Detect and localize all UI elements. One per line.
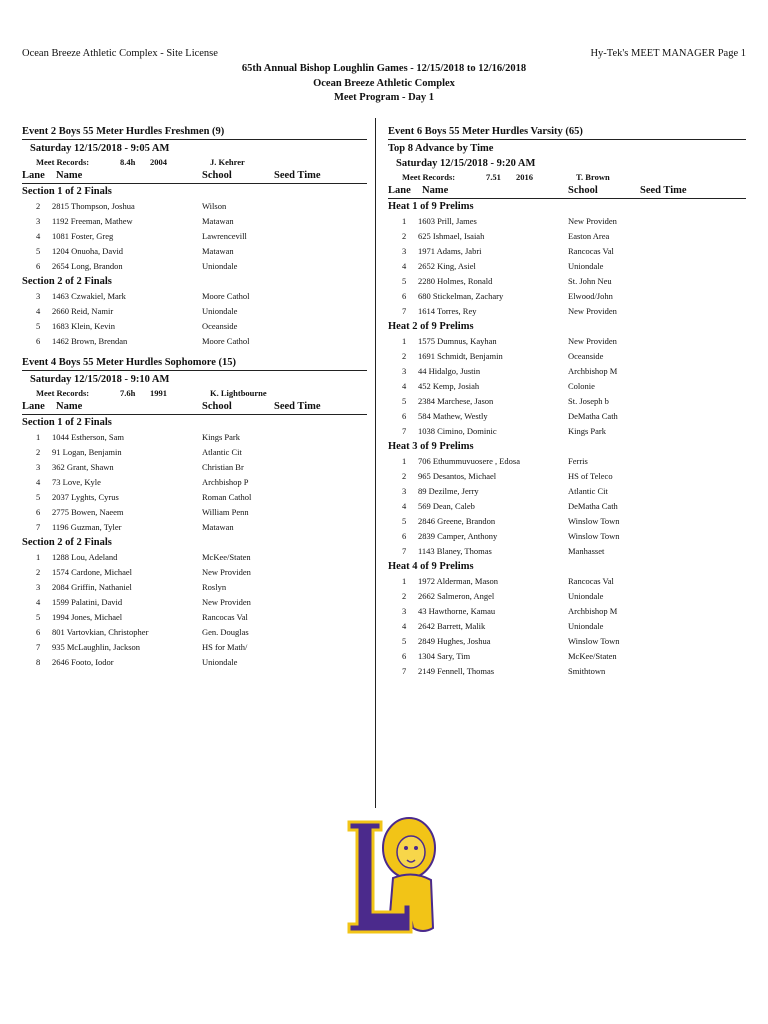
record-time: 7.51 bbox=[486, 172, 501, 182]
entry-row bbox=[388, 214, 746, 229]
school-name: Manhasset bbox=[568, 546, 605, 556]
entry-row bbox=[388, 274, 746, 289]
meet-records-label: Meet Records: bbox=[402, 172, 456, 182]
lane-number: 3 bbox=[402, 366, 407, 376]
entry-row bbox=[22, 595, 367, 610]
event-rule bbox=[22, 139, 367, 140]
school-name: Archbishop M bbox=[568, 366, 618, 376]
athlete-name: 1691 Schmidt, Benjamin bbox=[418, 351, 503, 361]
program-title: Meet Program - Day 1 bbox=[333, 92, 435, 104]
lane-number: 5 bbox=[36, 492, 41, 502]
section-heading: Heat 4 of 9 Prelims bbox=[388, 561, 474, 572]
athlete-name: 1288 Lou, Adeland bbox=[52, 552, 118, 562]
entry-row bbox=[22, 244, 367, 259]
school-name: Uniondale bbox=[568, 261, 604, 271]
school-name: Uniondale bbox=[202, 261, 238, 271]
lane-number: 2 bbox=[36, 201, 41, 211]
athlete-name: 2646 Footo, Iodor bbox=[52, 657, 114, 667]
section-heading: Heat 2 of 9 Prelims bbox=[388, 321, 474, 332]
athlete-name: 2652 King, Asiel bbox=[418, 261, 476, 271]
lane-number: 5 bbox=[36, 321, 41, 331]
col-name: Name bbox=[422, 185, 449, 196]
athlete-name: 2084 Griffin, Nathaniel bbox=[52, 582, 132, 592]
entry-row bbox=[22, 289, 367, 304]
school-name: Kings Park bbox=[202, 432, 241, 442]
athlete-name: 2849 Hughes, Joshua bbox=[418, 636, 491, 646]
school-name: Uniondale bbox=[568, 591, 604, 601]
entry-row bbox=[388, 349, 746, 364]
athlete-name: 1038 Cimino, Dominic bbox=[418, 426, 497, 436]
school-name: New Providen bbox=[568, 306, 617, 316]
software-page-label: Hy-Tek's MEET MANAGER Page 1 bbox=[590, 48, 746, 59]
record-year: 1991 bbox=[150, 388, 167, 398]
entry-row bbox=[22, 580, 367, 595]
athlete-name: 1204 Onuoha, David bbox=[52, 246, 124, 256]
venue-title: Ocean Breeze Athletic Complex bbox=[313, 77, 455, 89]
lane-number: 1 bbox=[402, 576, 407, 586]
athlete-name: 2280 Holmes, Ronald bbox=[418, 276, 493, 286]
meet-titles bbox=[0, 62, 768, 106]
section-heading: Section 1 of 2 Finals bbox=[22, 186, 112, 197]
meet-title: 65th Annual Bishop Loughlin Games - 12/15/2018 to 12/16/2018 bbox=[241, 63, 527, 74]
lane-number: 1 bbox=[402, 336, 407, 346]
col-school: School bbox=[202, 170, 232, 181]
event-block bbox=[22, 124, 367, 355]
school-name: Oceanside bbox=[202, 321, 238, 331]
school-name: Moore Cathol bbox=[202, 291, 250, 301]
school-name: Smithtown bbox=[568, 666, 606, 676]
lane-number: 7 bbox=[36, 522, 41, 532]
event-datetime: Saturday 12/15/2018 - 9:05 AM bbox=[30, 143, 170, 154]
school-name: DeMatha Cath bbox=[568, 501, 618, 511]
lane-number: 5 bbox=[402, 396, 407, 406]
lane-number: 4 bbox=[36, 306, 41, 316]
entry-row bbox=[388, 289, 746, 304]
school-name: St. John Neu bbox=[568, 276, 612, 286]
entry-row bbox=[388, 394, 746, 409]
lane-number: 1 bbox=[402, 456, 407, 466]
record-holder: T. Brown bbox=[576, 172, 610, 182]
school-name: Rancocas Val bbox=[568, 246, 614, 256]
school-name: Gen. Douglas bbox=[202, 627, 249, 637]
school-name: Christian Br bbox=[202, 462, 244, 472]
school-name: Lawrencevill bbox=[202, 231, 247, 241]
event-gap bbox=[388, 679, 746, 685]
lane-number: 1 bbox=[36, 552, 41, 562]
col-seed: Seed Time bbox=[640, 185, 687, 196]
lane-number: 3 bbox=[36, 291, 41, 301]
athlete-name: 2654 Long, Brandon bbox=[52, 261, 123, 271]
entry-row bbox=[388, 649, 746, 664]
col-seed: Seed Time bbox=[274, 401, 321, 412]
lane-number: 5 bbox=[36, 246, 41, 256]
school-name: Uniondale bbox=[202, 306, 238, 316]
meet-records-line bbox=[22, 156, 367, 169]
col-school: School bbox=[568, 185, 598, 196]
lane-number: 3 bbox=[402, 246, 407, 256]
school-name: Uniondale bbox=[568, 621, 604, 631]
col-lane: Lane bbox=[388, 185, 411, 196]
entry-row bbox=[388, 574, 746, 589]
lane-number: 3 bbox=[402, 606, 407, 616]
site-license: Ocean Breeze Athletic Complex - Site License bbox=[22, 48, 218, 59]
lane-number: 4 bbox=[402, 261, 407, 271]
record-year: 2004 bbox=[150, 157, 167, 167]
athlete-name: 625 Ishmael, Isaiah bbox=[418, 231, 485, 241]
event-gap bbox=[22, 670, 367, 676]
lane-number: 3 bbox=[36, 216, 41, 226]
meet-records-label: Meet Records: bbox=[36, 388, 90, 398]
athlete-name: 2775 Bowen, Naeem bbox=[52, 507, 124, 517]
entry-row bbox=[22, 520, 367, 535]
school-name: Uniondale bbox=[202, 657, 238, 667]
section-heading: Section 1 of 2 Finals bbox=[22, 417, 112, 428]
athlete-name: 1575 Dumnus, Kayhan bbox=[418, 336, 497, 346]
lane-number: 6 bbox=[36, 336, 41, 346]
entry-row bbox=[388, 229, 746, 244]
entry-row bbox=[22, 430, 367, 445]
school-name: St. Joseph b bbox=[568, 396, 609, 406]
lane-number: 7 bbox=[36, 642, 41, 652]
entry-row bbox=[22, 655, 367, 670]
col-lane: Lane bbox=[22, 401, 45, 412]
event-rule bbox=[388, 139, 746, 140]
entry-row bbox=[22, 199, 367, 214]
school-name: New Providen bbox=[568, 336, 617, 346]
lane-number: 6 bbox=[36, 507, 41, 517]
section-heading: Heat 3 of 9 Prelims bbox=[388, 441, 474, 452]
athlete-name: 2839 Camper, Anthony bbox=[418, 531, 498, 541]
athlete-name: 1683 Klein, Kevin bbox=[52, 321, 116, 331]
entry-row bbox=[22, 625, 367, 640]
athlete-name: 2037 Lyghts, Cyrus bbox=[52, 492, 119, 502]
school-name: HS of Teleco bbox=[568, 471, 613, 481]
entry-row bbox=[388, 379, 746, 394]
entry-row bbox=[388, 409, 746, 424]
athlete-name: 43 Hawthorne, Kamau bbox=[418, 606, 496, 616]
school-name: Elwood/John bbox=[568, 291, 613, 301]
lane-number: 6 bbox=[402, 291, 407, 301]
athlete-name: 680 Stickelman, Zachary bbox=[418, 291, 504, 301]
entry-row bbox=[388, 664, 746, 679]
entry-row bbox=[22, 565, 367, 580]
athlete-name: 1614 Torres, Rey bbox=[418, 306, 477, 316]
athlete-name: 584 Mathew, Westly bbox=[418, 411, 488, 421]
right-column bbox=[388, 124, 746, 685]
event-datetime: Saturday 12/15/2018 - 9:20 AM bbox=[396, 158, 536, 169]
school-name: Matawan bbox=[202, 216, 234, 226]
meet-records-label: Meet Records: bbox=[36, 157, 90, 167]
entry-row bbox=[22, 334, 367, 349]
col-name: Name bbox=[56, 401, 83, 412]
lane-number: 4 bbox=[402, 621, 407, 631]
column-divider bbox=[375, 118, 376, 808]
event-title: Event 4 Boys 55 Meter Hurdles Sophomore (15) bbox=[22, 357, 236, 368]
school-name: DeMatha Cath bbox=[568, 411, 618, 421]
lane-number: 2 bbox=[36, 447, 41, 457]
school-name: Kings Park bbox=[568, 426, 607, 436]
lane-number: 6 bbox=[402, 531, 407, 541]
entry-row bbox=[388, 544, 746, 559]
athlete-name: 706 Ethummuvuosere , Edosa bbox=[418, 456, 520, 466]
entry-row bbox=[22, 640, 367, 655]
record-time: 7.6h bbox=[120, 388, 136, 398]
event-block bbox=[388, 124, 746, 685]
athlete-name: 1081 Foster, Greg bbox=[52, 231, 114, 241]
school-name: William Penn bbox=[202, 507, 249, 517]
column-header-row bbox=[22, 169, 367, 184]
entry-row bbox=[22, 550, 367, 565]
school-name: Oceanside bbox=[568, 351, 604, 361]
school-name: Roman Cathol bbox=[202, 492, 252, 502]
section-heading: Section 2 of 2 Finals bbox=[22, 276, 112, 287]
record-time: 8.4h bbox=[120, 157, 136, 167]
lane-number: 7 bbox=[402, 546, 407, 556]
entry-row bbox=[388, 244, 746, 259]
school-name: Archbishop P bbox=[202, 477, 249, 487]
entry-row bbox=[22, 475, 367, 490]
lane-number: 2 bbox=[402, 471, 407, 481]
athlete-name: 2384 Marchese, Jason bbox=[418, 396, 494, 406]
athlete-name: 1143 Blaney, Thomas bbox=[418, 546, 492, 556]
athlete-name: 452 Kemp, Josiah bbox=[418, 381, 480, 391]
school-name: Winslow Town bbox=[568, 636, 620, 646]
entry-row bbox=[22, 505, 367, 520]
col-name: Name bbox=[56, 170, 83, 181]
entry-row bbox=[388, 619, 746, 634]
meet-records-line bbox=[388, 171, 746, 184]
school-name: HS for Math/ bbox=[202, 642, 248, 652]
athlete-name: 1462 Brown, Brendan bbox=[52, 336, 128, 346]
school-name: Matawan bbox=[202, 246, 234, 256]
event-title: Event 2 Boys 55 Meter Hurdles Freshmen (9) bbox=[22, 126, 225, 137]
lane-number: 4 bbox=[402, 501, 407, 511]
entry-row bbox=[388, 469, 746, 484]
entry-row bbox=[22, 304, 367, 319]
school-name: Atlantic Cit bbox=[202, 447, 242, 457]
athlete-name: 2660 Reid, Namir bbox=[52, 306, 114, 316]
athlete-name: 1304 Sary, Tim bbox=[418, 651, 471, 661]
lane-number: 6 bbox=[402, 651, 407, 661]
left-column bbox=[22, 124, 367, 676]
lane-number: 7 bbox=[402, 306, 407, 316]
column-header-row bbox=[388, 184, 746, 199]
entry-row bbox=[22, 229, 367, 244]
athlete-name: 89 Dezilme, Jerry bbox=[418, 486, 479, 496]
lane-number: 7 bbox=[402, 666, 407, 676]
athlete-name: 1196 Guzman, Tyler bbox=[52, 522, 122, 532]
lane-number: 5 bbox=[402, 516, 407, 526]
column-header-row bbox=[22, 400, 367, 415]
athlete-name: 1044 Estherson, Sam bbox=[52, 432, 125, 442]
school-name: Rancocas Val bbox=[202, 612, 248, 622]
entry-row bbox=[388, 514, 746, 529]
entry-row bbox=[388, 634, 746, 649]
school-name: New Providen bbox=[202, 597, 251, 607]
loughlin-lion-logo bbox=[343, 808, 441, 948]
school-name: Rancocas Val bbox=[568, 576, 614, 586]
athlete-name: 44 Hidalgo, Justin bbox=[418, 366, 481, 376]
lane-number: 3 bbox=[36, 462, 41, 472]
event-datetime: Saturday 12/15/2018 - 9:10 AM bbox=[30, 374, 170, 385]
lane-number: 4 bbox=[36, 597, 41, 607]
athlete-name: 1603 Prill, James bbox=[418, 216, 477, 226]
entry-row bbox=[22, 460, 367, 475]
entry-row bbox=[388, 259, 746, 274]
entry-row bbox=[388, 304, 746, 319]
athlete-name: 1972 Alderman, Mason bbox=[418, 576, 499, 586]
athlete-name: 2662 Salmeron, Angel bbox=[418, 591, 495, 601]
entry-row bbox=[22, 259, 367, 274]
entry-row bbox=[22, 445, 367, 460]
school-name: Winslow Town bbox=[568, 516, 620, 526]
event-rule bbox=[22, 370, 367, 371]
lane-number: 2 bbox=[36, 567, 41, 577]
lane-number: 5 bbox=[402, 276, 407, 286]
lane-number: 4 bbox=[402, 381, 407, 391]
athlete-name: 362 Grant, Shawn bbox=[52, 462, 114, 472]
lane-number: 1 bbox=[402, 216, 407, 226]
lane-number: 4 bbox=[36, 477, 41, 487]
school-name: New Providen bbox=[202, 567, 251, 577]
lane-number: 5 bbox=[402, 636, 407, 646]
athlete-name: 801 Vartovkian, Christopher bbox=[52, 627, 149, 637]
lane-number: 2 bbox=[402, 231, 407, 241]
athlete-name: 1971 Adams, Jabri bbox=[418, 246, 482, 256]
lane-number: 1 bbox=[36, 432, 41, 442]
entry-row bbox=[388, 424, 746, 439]
col-lane: Lane bbox=[22, 170, 45, 181]
lane-number: 6 bbox=[36, 261, 41, 271]
athlete-name: 2846 Greene, Brandon bbox=[418, 516, 496, 526]
athlete-name: 1574 Cardone, Michael bbox=[52, 567, 133, 577]
school-name: Easton Area bbox=[568, 231, 610, 241]
entry-row bbox=[22, 610, 367, 625]
school-name: Moore Cathol bbox=[202, 336, 250, 346]
school-name: Roslyn bbox=[202, 582, 227, 592]
entry-row bbox=[22, 214, 367, 229]
lane-number: 4 bbox=[36, 231, 41, 241]
entry-row bbox=[22, 319, 367, 334]
school-name: Archbishop M bbox=[568, 606, 618, 616]
lane-number: 6 bbox=[36, 627, 41, 637]
record-year: 2016 bbox=[516, 172, 533, 182]
athlete-name: 2815 Thompson, Joshua bbox=[52, 201, 135, 211]
record-holder: J. Kehrer bbox=[210, 157, 245, 167]
col-seed: Seed Time bbox=[274, 170, 321, 181]
lane-number: 7 bbox=[402, 426, 407, 436]
school-name: Atlantic Cit bbox=[568, 486, 608, 496]
lane-number: 5 bbox=[36, 612, 41, 622]
lane-number: 2 bbox=[402, 351, 407, 361]
school-name: McKee/Staten bbox=[568, 651, 617, 661]
entry-row bbox=[388, 364, 746, 379]
athlete-name: 2642 Barrett, Malik bbox=[418, 621, 486, 631]
entry-row bbox=[388, 499, 746, 514]
entry-row bbox=[388, 334, 746, 349]
event-block bbox=[22, 355, 367, 676]
section-heading: Section 2 of 2 Finals bbox=[22, 537, 112, 548]
school-name: Ferris bbox=[568, 456, 588, 466]
event-title: Event 6 Boys 55 Meter Hurdles Varsity (65) bbox=[388, 126, 583, 137]
athlete-name: 1463 Czwakiel, Mark bbox=[52, 291, 126, 301]
entry-row bbox=[388, 589, 746, 604]
school-name: Winslow Town bbox=[568, 531, 620, 541]
entry-row bbox=[22, 490, 367, 505]
lane-number: 6 bbox=[402, 411, 407, 421]
school-name: Matawan bbox=[202, 522, 234, 532]
athlete-name: 569 Dean, Caleb bbox=[418, 501, 475, 511]
athlete-name: 1599 Palatini, David bbox=[52, 597, 123, 607]
athlete-name: 91 Logan, Benjamin bbox=[52, 447, 122, 457]
section-heading: Heat 1 of 9 Prelims bbox=[388, 201, 474, 212]
school-name: Wilson bbox=[202, 201, 227, 211]
athlete-name: 73 Love, Kyle bbox=[52, 477, 101, 487]
lane-number: 8 bbox=[36, 657, 41, 667]
school-name: McKee/Staten bbox=[202, 552, 251, 562]
advance-rule: Top 8 Advance by Time bbox=[388, 143, 494, 154]
athlete-name: 1994 Jones, Michael bbox=[52, 612, 123, 622]
entry-row bbox=[388, 529, 746, 544]
lane-number: 2 bbox=[402, 591, 407, 601]
lane-number: 3 bbox=[402, 486, 407, 496]
meet-records-line bbox=[22, 387, 367, 400]
school-name: Colonie bbox=[568, 381, 595, 391]
athlete-name: 965 Desantos, Michael bbox=[418, 471, 497, 481]
record-holder: K. Lightbourne bbox=[210, 388, 267, 398]
athlete-name: 2149 Fennell, Thomas bbox=[418, 666, 495, 676]
athlete-name: 1192 Freeman, Mathew bbox=[52, 216, 133, 226]
lane-number: 3 bbox=[36, 582, 41, 592]
entry-row bbox=[388, 604, 746, 619]
school-name: New Providen bbox=[568, 216, 617, 226]
entry-row bbox=[388, 454, 746, 469]
athlete-name: 935 McLaughlin, Jackson bbox=[52, 642, 141, 652]
entry-row bbox=[388, 484, 746, 499]
col-school: School bbox=[202, 401, 232, 412]
